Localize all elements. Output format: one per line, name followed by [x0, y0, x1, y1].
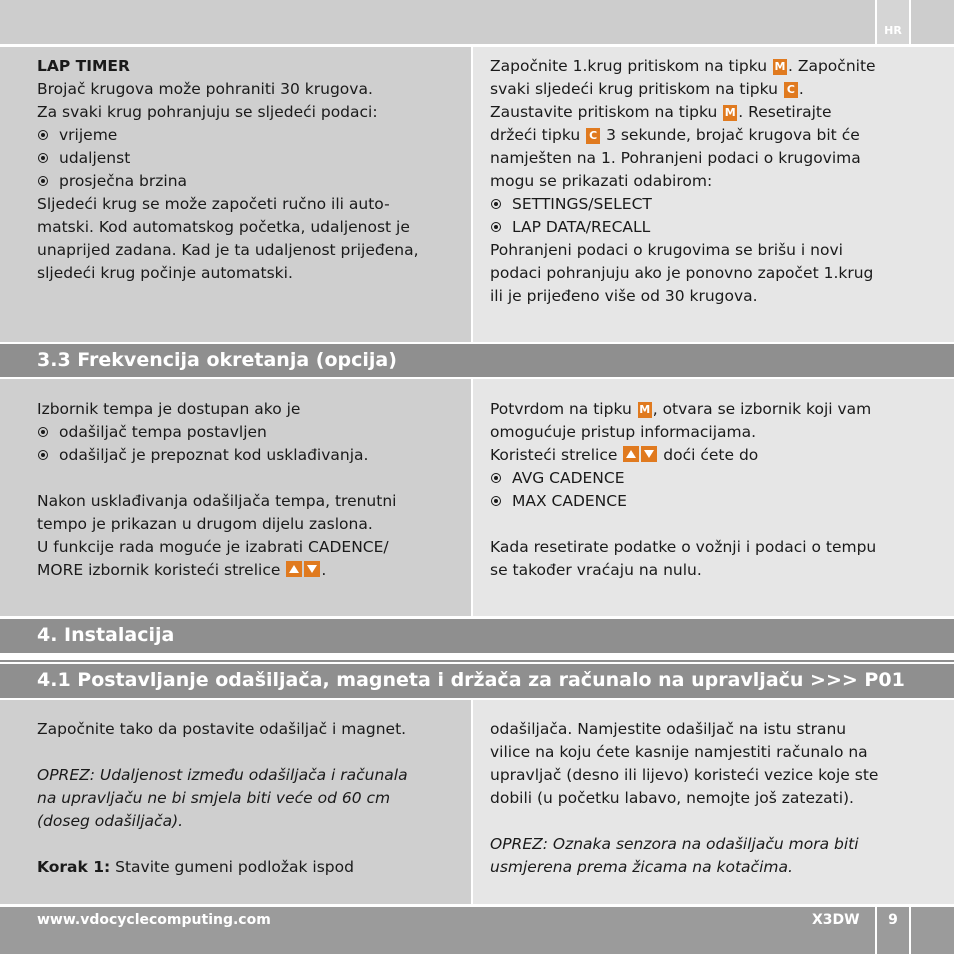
- bullet-icon: [38, 450, 48, 460]
- text-line: Potvrdom na tipku M , otvara se izbornik koji vam: [490, 400, 872, 418]
- text-line: MORE izbornik koristeći strelice .: [37, 561, 327, 579]
- spacer: [37, 741, 462, 764]
- list-item: MAX CADENCE: [490, 490, 945, 513]
- c-key-icon: C: [784, 82, 798, 98]
- c-key-icon: C: [586, 128, 600, 144]
- bullet-icon: [38, 176, 48, 186]
- text-line: mogu se prikazati odabirom:: [490, 172, 713, 190]
- text-line: Izbornik tempa je dostupan ako je: [37, 400, 301, 418]
- step-line: Korak 1: Stavite gumeni podložak ispod: [37, 858, 354, 876]
- bullet-icon: [491, 473, 501, 483]
- section-title: 3.3 Frekvencija okretanja (opcija): [37, 349, 397, 371]
- section-header-3-3: [0, 344, 954, 377]
- bullet-icon: [491, 222, 501, 232]
- installation-right-text: [490, 718, 945, 879]
- caution-note: OPREZ: Oznaka senzora na odašiljaču mora biti usmjerena prema žicama na kotačima.: [490, 835, 859, 876]
- cadence-menu-list: [490, 467, 945, 513]
- list-item: odašiljač tempa postavljen: [37, 421, 462, 444]
- cadence-right-text: [490, 398, 945, 582]
- list-item: udaljenst: [37, 147, 462, 170]
- text-line: omogućuje pristup informacijama.: [490, 423, 757, 441]
- spacer: [490, 810, 945, 833]
- text-line: namješten na 1. Pohranjeni podaci o krugovima: [490, 149, 861, 167]
- text-line: Započnite tako da postavite odašiljač i magnet.: [37, 720, 407, 738]
- language-tab: HR: [875, 0, 911, 44]
- spacer: [37, 833, 462, 856]
- list-item: vrijeme: [37, 124, 462, 147]
- text-line: držeći tipku C 3 sekunde, brojač krugova bit će: [490, 126, 860, 144]
- arrow-down-icon: [304, 561, 320, 577]
- lap-delete-paragraph: Pohranjeni podaci o krugovima se brišu i novi podaci pohranjuju ako je ponovno započet 1.krug ili je prijeđeno više od 30 krugova.: [490, 241, 874, 305]
- m-key-icon: M: [724, 106, 736, 119]
- bullet-icon: [491, 496, 501, 506]
- text-line: Zaustavite pritiskom na tipku M . Resetirajte: [490, 103, 832, 121]
- spacer: [490, 513, 945, 536]
- page-number: 9: [875, 907, 911, 954]
- footer-url: www.vdocyclecomputing.com: [37, 912, 271, 928]
- lap-timer-left-text: [37, 55, 462, 285]
- lap-data-intro: Za svaki krug pohranjuju se sljedeći podaci:: [37, 103, 378, 121]
- arrow-up-icon: [623, 446, 639, 462]
- lap-timer-title: LAP TIMER: [37, 57, 130, 75]
- caution-note: OPREZ: Udaljenost između odašiljača i računala na upravljaču ne bi smjela biti veće od 60 cm (doseg odašiljača).: [37, 766, 408, 830]
- list-item: odašiljač je prepoznat kod usklađivanja.: [37, 444, 462, 467]
- page-header: [0, 0, 954, 44]
- step-label: Korak 1:: [37, 858, 111, 876]
- list-item: SETTINGS/SELECT: [490, 193, 945, 216]
- section-header-4: [0, 619, 954, 653]
- spacer: [37, 467, 462, 490]
- arrow-up-icon: [286, 561, 302, 577]
- lap-count-text: Brojač krugova može pohraniti 30 krugova.: [37, 80, 373, 98]
- cadence-condition-list: [37, 421, 462, 467]
- section-header-4-1: [0, 664, 954, 698]
- list-item: LAP DATA/RECALL: [490, 216, 945, 239]
- section-title: 4.1 Postavljanje odašiljača, magneta i držača za računalo na upravljaču >>> P01: [37, 669, 905, 691]
- m-key-icon: M: [639, 403, 651, 416]
- installation-left-text: [37, 718, 462, 879]
- bullet-icon: [38, 427, 48, 437]
- arrow-down-icon: [641, 446, 657, 462]
- lap-timer-right-text: [490, 55, 945, 308]
- reset-paragraph: Kada resetirate podatke o vožnji i podaci o tempu se također vraćaju na nulu.: [490, 538, 877, 579]
- menu-path-list: [490, 193, 945, 239]
- lap-data-list: [37, 124, 462, 193]
- bullet-icon: [491, 199, 501, 209]
- transmitter-paragraph: odašiljača. Namjestite odašiljač na istu stranu vilice na koju ćete kasnije namjestiti računalo na upravljač (desno ili lijevo) koristeći vezice koje ste dobili (u početku labavo, nemojte još zatezati).: [490, 720, 879, 807]
- text-line: svaki sljedeći krug pritiskom na tipku C .: [490, 80, 804, 98]
- text-line: Koristeći strelice doći ćete do: [490, 446, 759, 464]
- footer-model: X3DW: [812, 912, 860, 928]
- list-item: prosječna brzina: [37, 170, 462, 193]
- text-line: Započnite 1.krug pritiskom na tipku M . Započnite: [490, 57, 876, 75]
- bullet-icon: [38, 153, 48, 163]
- cadence-paragraph: Nakon usklađivanja odašiljača tempa, trenutni tempo je prikazan u drugom dijelu zaslona. U funkcije rada moguće je izabrati CADENCE/: [37, 492, 397, 556]
- list-item: AVG CADENCE: [490, 467, 945, 490]
- cadence-left-text: [37, 398, 462, 582]
- m-key-icon: M: [774, 60, 786, 73]
- section-divider: [0, 660, 954, 662]
- section-title: 4. Instalacija: [37, 624, 175, 646]
- bullet-icon: [38, 130, 48, 140]
- lap-start-paragraph: Sljedeći krug se može započeti ručno ili auto- matski. Kod automatskog početka, udaljenost je unaprijed zadana. Kad je ta udaljenost prijeđena, sljedeći krug počinje automatski.: [37, 195, 419, 282]
